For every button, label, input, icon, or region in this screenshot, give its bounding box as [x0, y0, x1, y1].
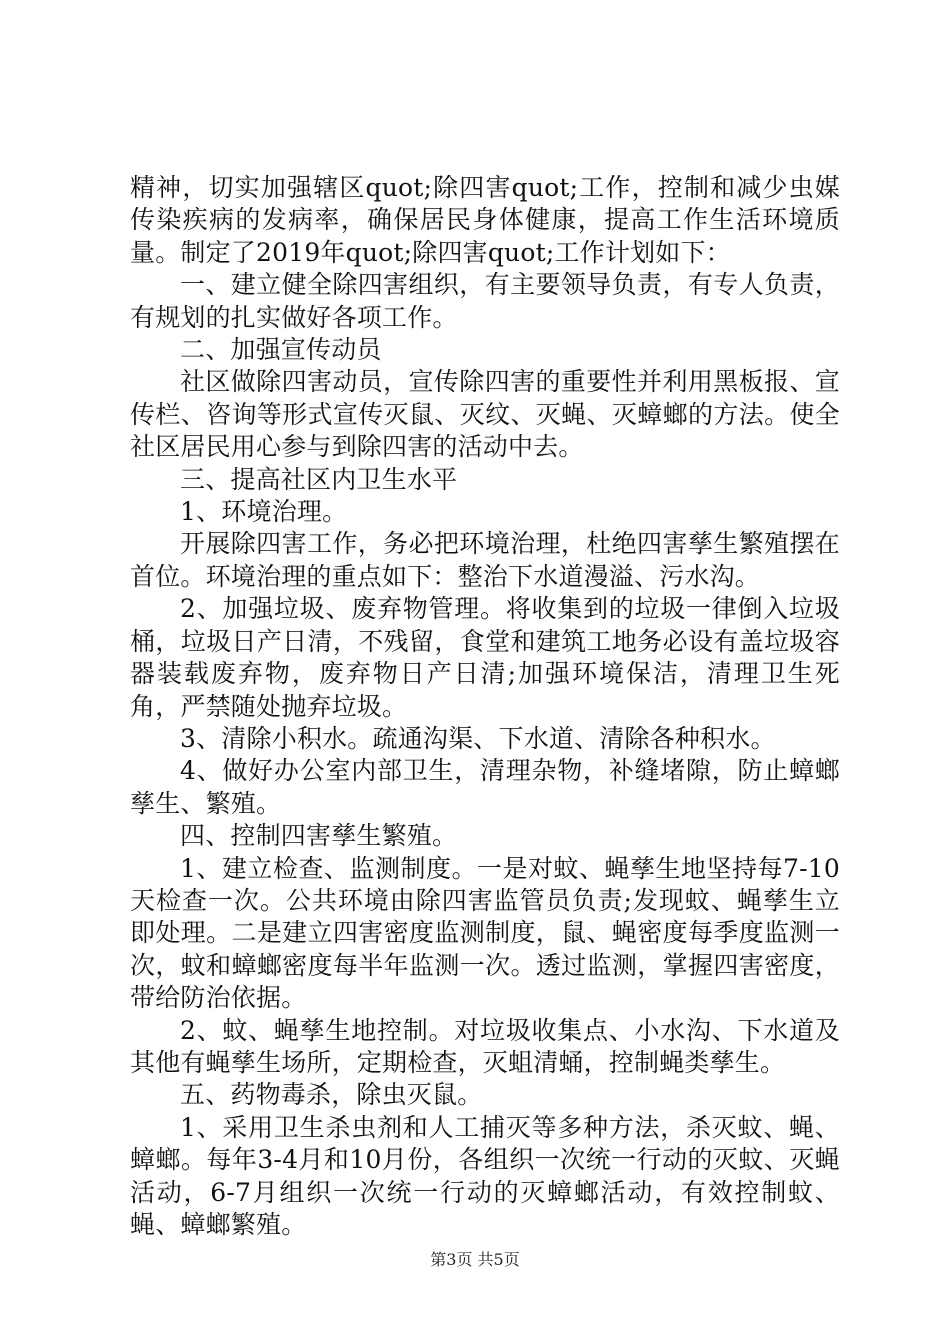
paragraph-insecticide: 1、采用卫生杀虫剂和人工捕灭等多种方法，杀灭蚊、蝇、蟑螂。每年3-4月和10月份，各组织一次统一行动的灭蚊、灭蝇活动，6-7月组织一次统一行动的灭蟑螂活动，有效控制蚊、蝇、蟑螂繁殖。 [130, 1112, 840, 1239]
paragraph-garbage: 2、加强垃圾、废弃物管理。将收集到的垃圾一律倒入垃圾桶，垃圾日产日清，不残留，食堂和建筑工地务必设有盖垃圾容器装载废弃物，废弃物日产日清;加强环境保洁，清理卫生死角，严禁随处抛弃垃圾。 [130, 594, 840, 721]
heading-section-4: 四、控制四害孳生繁殖。 [180, 821, 458, 851]
paragraph-monitoring: 1、建立检查、监测制度。一是对蚊、蝇孳生地坚持每7-10天检查一次。公共环境由除四害监管员负责;发现蚊、蝇孳生立即处理。二是建立四害密度监测制度，鼠、蝇密度每季度监测一次，蚊和蟑螂密度每半年监测一次。透过监测，掌握四害密度，带给防治依据。 [130, 853, 840, 1013]
paragraph-publicity: 社区做除四害动员，宣传除四害的重要性并利用黑板报、宣传栏、咨询等形式宣传灭鼠、灭纹、灭蝇、灭蟑螂的方法。使全社区居民用心参与到除四害的活动中去。 [130, 367, 840, 462]
heading-section-2: 二、加强宣传动员 [180, 335, 382, 365]
document-body [130, 172, 840, 1241]
paragraph-continuation: 精神，切实加强辖区quot;除四害quot;工作，控制和减少虫媒传染疾病的发病率，确保居民身体健康，提高工作生活环境质量。制定了2019年quot;除四害quot;工作计划如下： [130, 173, 840, 267]
subheading-environment: 1、环境治理。 [180, 497, 348, 527]
paragraph-section-1: 一、建立健全除四害组织，有主要领导负责，有专人负责，有规划的扎实做好各项工作。 [130, 270, 840, 332]
paragraph-breeding-control: 2、蚊、蝇孳生地控制。对垃圾收集点、小水沟、下水道及其他有蝇孳生场所，定期检查，灭蛆清蛹，控制蝇类孳生。 [130, 1015, 840, 1077]
page-number-footer: 第3页 共5页 [430, 1250, 520, 1269]
heading-section-3: 三、提高社区内卫生水平 [180, 464, 458, 494]
heading-section-5: 五、药物毒杀，除虫灭鼠。 [180, 1080, 483, 1110]
paragraph-water: 3、清除小积水。疏通沟渠、下水道、清除各种积水。 [180, 723, 776, 753]
paragraph-office: 4、做好办公室内部卫生，清理杂物，补缝堵隙，防止蟑螂孳生、繁殖。 [130, 756, 840, 818]
paragraph-environment: 开展除四害工作，务必把环境治理，杜绝四害孳生繁殖摆在首位。环境治理的重点如下：整治下水道漫溢、污水沟。 [130, 529, 840, 591]
